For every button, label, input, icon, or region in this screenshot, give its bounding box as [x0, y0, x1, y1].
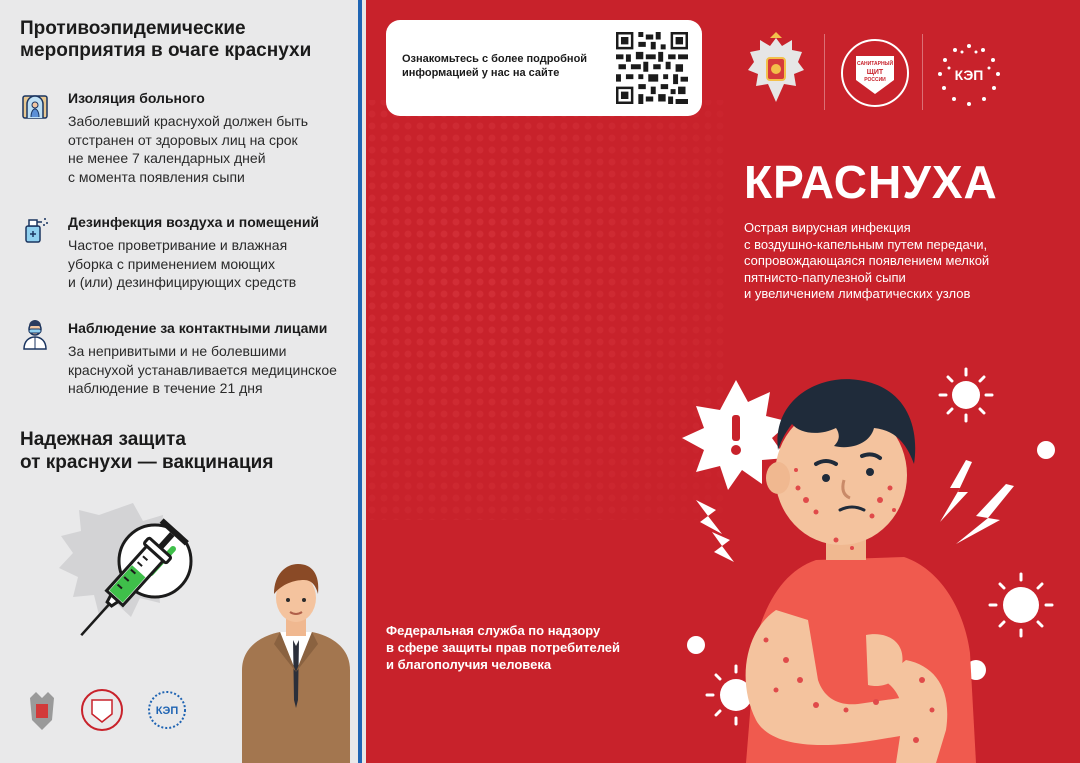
logo-divider: [922, 34, 923, 110]
doctor-observation-icon: [20, 320, 50, 350]
kep-logo-icon: [936, 42, 1002, 108]
shield-logo-icon: [82, 690, 122, 730]
shield-logo-icon: [840, 38, 910, 108]
bottom-logos: [22, 688, 192, 733]
divider-stripe: [358, 0, 366, 763]
isolation-icon: [20, 90, 50, 120]
qr-text: Ознакомьтесь с более подробной информацией у нас на сайте: [402, 53, 588, 79]
man-in-suit-illustration: [240, 560, 352, 763]
vaccination-heading: Надежная защита от краснухи — вакцинация: [20, 429, 274, 473]
item-title: Изоляция больного: [68, 90, 205, 106]
svg-text:САНИТАРНЫЙ: САНИТАРНЫЙ: [856, 61, 894, 67]
item-text: Заболевший краснухой должен быть отстранен от здоровых лиц на срок не менее 7 календарных дней с момента появления сыпи: [68, 113, 309, 185]
item-title: Дезинфекция воздуха и помещений: [68, 214, 320, 230]
right-panel: [366, 0, 1080, 763]
qr-code-icon[interactable]: [616, 32, 688, 104]
measures-heading: Противоэпидемические мероприятия в очаге краснухи: [20, 18, 312, 61]
emblem-icon: [30, 692, 54, 730]
disease-description: Острая вирусная инфекция с воздушно-капельным путем передачи, сопровождающаяся появлением мелкой пятнисто-папулезной сыпи и увеличением лимфатических узлов: [744, 220, 990, 301]
sick-boy-illustration: [666, 360, 1080, 763]
page-title: КРАСНУХА: [744, 156, 998, 208]
left-panel: [0, 0, 358, 763]
item-text: За непривитыми и не болевшими краснухой устанавливается медицинское наблюдение в течение 21 дня: [68, 343, 337, 396]
spray-bottle-icon: [20, 214, 50, 244]
qr-card[interactable]: [386, 20, 702, 116]
syringe-icon: [55, 495, 215, 665]
kep-logo-icon: [149, 692, 185, 728]
agency-name: Федеральная служба по надзору в сфере защиты прав потребителей и благополучия человека: [386, 623, 620, 672]
logo-divider: [824, 34, 825, 110]
svg-text:ЩИТ: ЩИТ: [866, 69, 884, 76]
svg-text:КЭП: КЭП: [954, 67, 984, 83]
svg-text:КЭП: КЭП: [155, 705, 179, 717]
item-text: Частое проветривание и влажная уборка с применением моющих и (или) дезинфицирующих средств: [68, 237, 297, 290]
item-title: Наблюдение за контактными лицами: [68, 320, 328, 336]
svg-text:РОССИИ: РОССИИ: [864, 77, 886, 83]
emblem-icon: [748, 32, 804, 112]
